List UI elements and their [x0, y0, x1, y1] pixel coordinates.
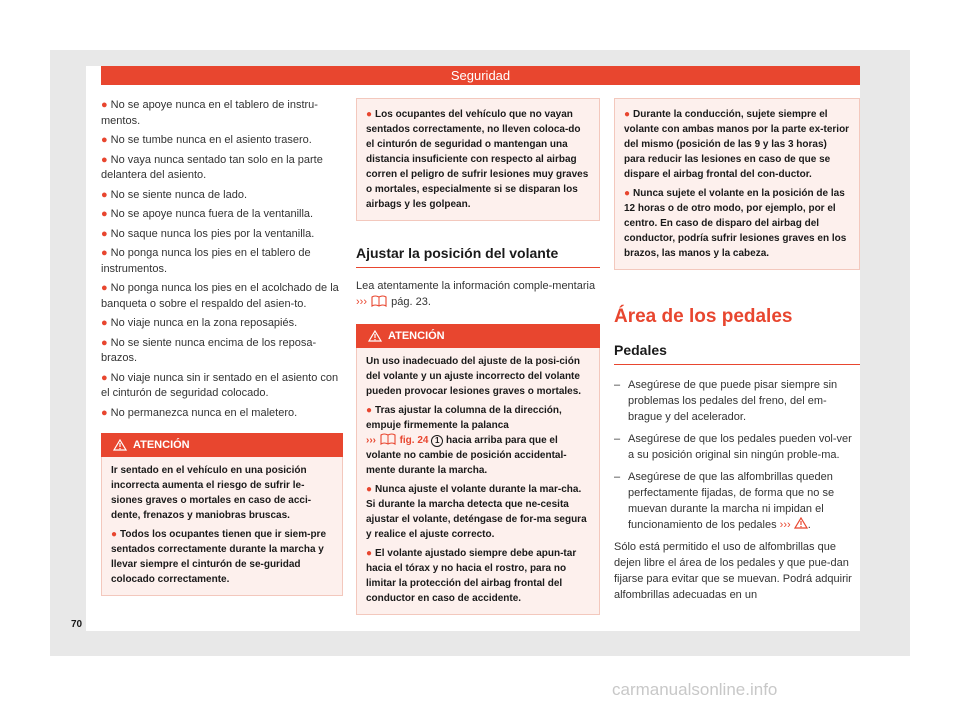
warning-header: [356, 324, 600, 348]
list-item: – Asegúrese de que los pedales pueden vol-ver a su posición original sin ningún proble-ma.: [614, 433, 852, 461]
list-item: ● No saque nunca los pies por la ventanilla.: [101, 227, 315, 240]
warning-title: ATENCIÓN: [133, 439, 190, 451]
list-item: – Asegúrese de que puede pisar siempre sin problemas los pedales del freno, del em-brague y del acelerador.: [614, 379, 838, 423]
warning-box: [356, 324, 600, 615]
warning-triangle-icon: [113, 439, 127, 451]
column-2: [356, 98, 600, 615]
page-reference-link[interactable]: pág. 23.: [391, 296, 431, 308]
list-item: ● No se siente nunca encima de los reposa-brazos.: [101, 336, 317, 364]
list-item: ● No ponga nunca los pies en el tablero de instrumentos.: [101, 247, 311, 275]
list-item: – Asegúrese de que las alfombrillas queden perfectamente fijadas, de forma que no se muevan durante la marcha ni impidan el funcionamiento de los pedales ››› .: [614, 471, 835, 531]
warning-item: ● Nunca ajuste el volante durante la mar-cha. Si durante la marcha detecta que ne-cesita ajustar el volante, deténgase de for-ma segura y realice el ajuste correcto.: [366, 484, 587, 540]
list-item: ● No viaje nunca sin ir sentado en el asiento con el cinturón de seguridad colocado.: [101, 371, 339, 399]
final-paragraph: Sólo está permitido el uso de alfombrillas que dejen libre el área de los pedales y que pue-dan fijarse para evitar que se muevan. Podrá adquirir alfombrillas adecuadas en un: [614, 541, 852, 601]
warning-body: [357, 348, 599, 614]
warning-item: ● El volante ajustado siempre debe apun-tar hacia el tórax y no hacia el rostro, para no limitar la protección del airbag frontal del conductor en caso de accidente.: [366, 548, 577, 604]
warning-item: ● Nunca sujete el volante en la posición de las 12 horas o de otro modo, por ejemplo, por el centro. En caso de disparo del airbag del conductor, podría sufrir lesiones graves en los brazos, las manos y la cabeza.: [624, 188, 847, 259]
warning-intro: Ir sentado en el vehículo en una posición incorrecta aumenta el riesgo de sufrir le-siones graves o mortales en caso de acci-dente, frenazos y maniobras bruscas.: [111, 465, 312, 521]
list-item: ● No se apoye nunca en el tablero de instru-mentos.: [101, 99, 318, 127]
warning-header: [101, 433, 343, 457]
chapter-title: Área de los pedales: [614, 306, 793, 327]
page-header: Seguridad: [101, 66, 860, 85]
warning-item: ● Todos los ocupantes tienen que ir siem-pre sentados correctamente durante la marcha y llevar siempre el cinturón de se-guridad colocado correctamente.: [111, 529, 327, 585]
continued-warning-box: [614, 98, 860, 270]
posture-list: [101, 98, 343, 421]
section-title: Pedales: [614, 342, 860, 365]
list-item: ● No se tumbe nunca en el asiento trasero.: [101, 134, 312, 146]
column-3: [614, 98, 860, 603]
list-item: ● No vaya nunca sentado tan solo en la parte delantera del asiento.: [101, 153, 323, 181]
warning-triangle-icon[interactable]: [794, 517, 808, 529]
section-title: Ajustar la posición del volante: [356, 245, 600, 268]
warning-body: [102, 457, 342, 595]
list-item: ● No viaje nunca en la zona reposapiés.: [101, 317, 298, 329]
column-1: [101, 98, 343, 596]
figure-reference-link[interactable]: fig. 24: [399, 435, 429, 446]
warning-item: ● Los ocupantes del vehículo que no vayan sentados correctamente, no lleven coloca-do el cinturón de seguridad o mantengan una distancia insuficiente con respecto al airbag corren el peligro de sufrir lesiones muy graves o mortales, especialmente si se disparan los airbags y les golpean.: [366, 109, 589, 210]
warning-item: ● Durante la conducción, sujete siempre el volante con ambas manos por la parte ex-terior del mismo (posición de las 9 y las 3 horas) para reducir las lesiones en caso de que se dispare el airbag frontal del con-ductor.: [624, 109, 850, 180]
pedal-checklist: [614, 377, 860, 533]
warning-title: ATENCIÓN: [388, 330, 445, 342]
callout-number: 1: [431, 435, 443, 447]
book-reference-icon[interactable]: [370, 295, 388, 307]
book-reference-icon[interactable]: [379, 433, 397, 445]
watermark: carmanualsonline.info: [612, 680, 778, 699]
warning-item: ● Tras ajustar la columna de la dirección, empuje firmemente la palanca ››› fig. 24 1 hacia arriba para que el volante no cambie de posición accidental-mente durante la marcha.: [366, 405, 567, 476]
continued-warning-box: [356, 98, 600, 221]
intro-paragraph: Lea atentamente la información comple-mentaria ››› pág. 23.: [356, 280, 596, 308]
list-item: ● No ponga nunca los pies en el acolchado de la banqueta o sobre el respaldo del asien-to.: [101, 282, 339, 310]
warning-triangle-icon: [368, 330, 382, 342]
warning-intro: Un uso inadecuado del ajuste de la posi-ción del volante y un ajuste incorrecto del volante pueden provocar lesiones graves o mortales.: [366, 356, 582, 397]
list-item: ● No se siente nunca de lado.: [101, 188, 248, 201]
page-number: 70: [71, 619, 83, 630]
list-item: ● No se apoye nunca fuera de la ventanilla.: [101, 208, 314, 220]
list-item: ● No permanezca nunca en el maletero.: [101, 406, 298, 419]
warning-box: [101, 433, 343, 596]
